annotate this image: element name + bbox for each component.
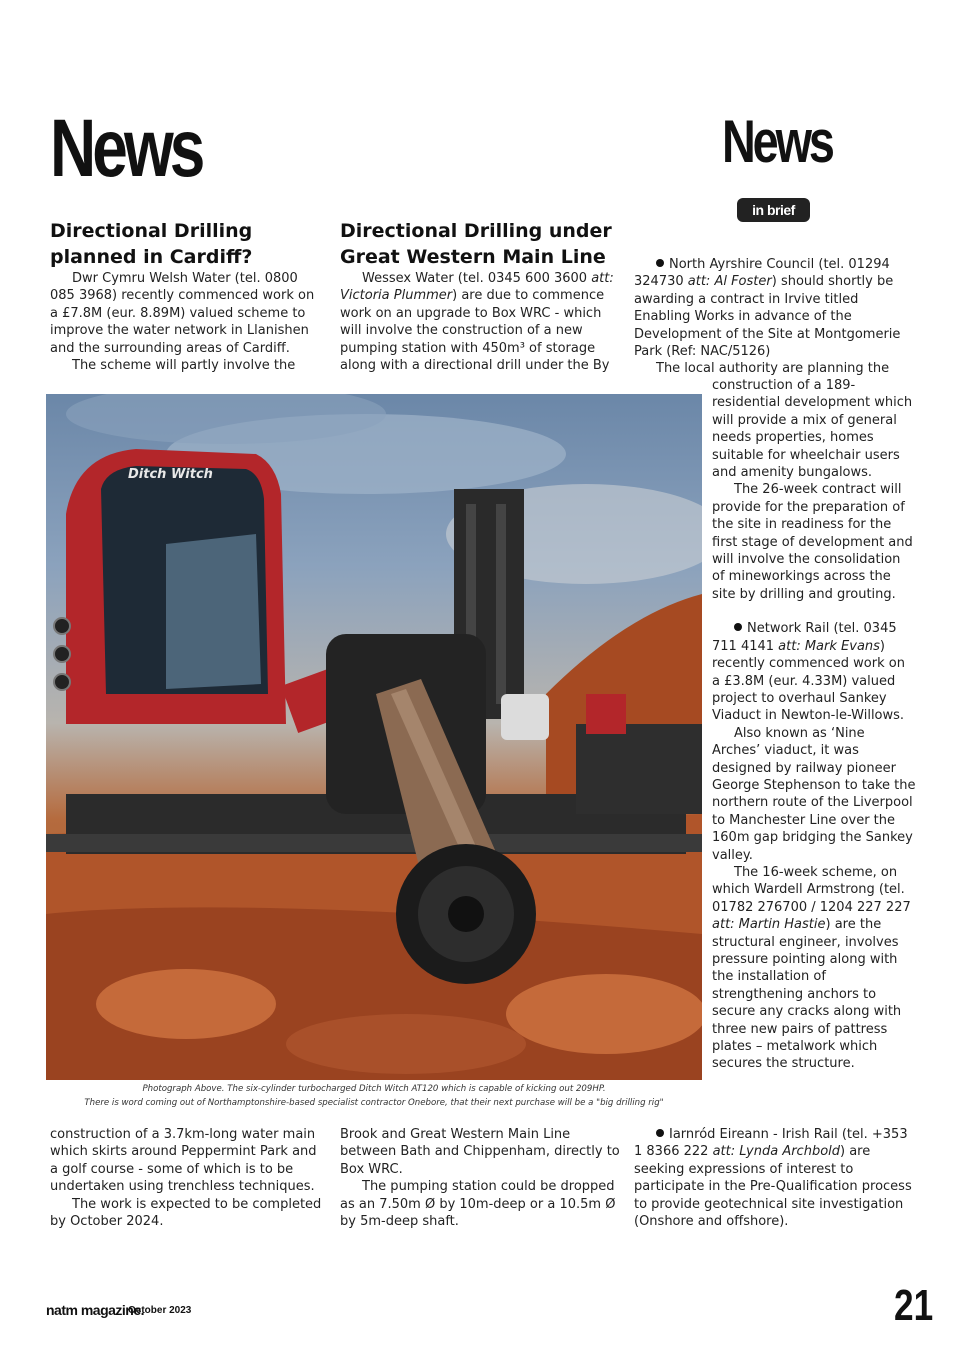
article-headline: Directional Drilling under Great Western Main Line <box>340 220 612 268</box>
page-number: 21 <box>894 1281 934 1330</box>
contact-name: att: Victoria Plummer <box>340 271 614 304</box>
section-title: News <box>50 103 202 194</box>
caption-line: There is word coming out of Northamptonshire-based specialist contractor Onebore, that their next purchase will be a "big drilling rig" <box>84 1098 664 1108</box>
text: The 16-week scheme, on which Wardell Armstrong (tel. 01782 276700 / 1204 227 227 <box>712 864 911 915</box>
paragraph: The 26-week contract will provide for the preparation of the site in readiness for the first stage of development and will involve the consolidation of mineworkings across the site by drilling and grouting. <box>712 482 913 602</box>
bullet-icon <box>656 259 664 267</box>
paragraph: construction of a 189-residential development which will provide a mix of general needs properties, homes suitable for wheelchair users and amenity bungalows. <box>712 378 913 481</box>
in-brief-badge: in brief <box>737 198 810 222</box>
issue-date: October 2023 <box>128 1305 192 1316</box>
paragraph <box>634 256 916 360</box>
bullet-icon <box>734 623 742 631</box>
article-body-top <box>340 270 620 374</box>
paragraph <box>712 864 916 1073</box>
article-body-top <box>50 270 320 374</box>
paragraph <box>634 1126 916 1230</box>
article-great-western-continued <box>340 1126 622 1230</box>
sidebar-section-title: News <box>722 108 832 175</box>
paragraph: Also known as ‘Nine Arches’ viaduct, it was designed by railway pioneer George Stephenson to take the northern route of the Liverpool to Manchester Line over the 160m gap bridging the Sankey valley. <box>712 725 916 863</box>
paragraph: The work is expected to be completed by October 2024. <box>50 1196 322 1230</box>
article-cardiff-continued <box>50 1126 322 1230</box>
paragraph: The scheme will partly involve the <box>72 358 296 374</box>
text: ) are the structural engineer, involves pressure pointing along with the installation of strengthening anchors to secure any cracks along with three new pairs of pattress plates – metalwork which secures the structure. <box>712 917 902 1072</box>
text: ) are seeking expressions of interest to participate in the Pre-Qualification process to provide geotechnical site investigation (Onshore and offshore). <box>634 1144 912 1230</box>
contact-name: att: Martin Hastie <box>712 917 826 933</box>
paragraph: The local authority are planning the <box>656 361 890 377</box>
text: Network Rail (tel. 0345 711 4141 <box>712 621 897 654</box>
paragraph: The pumping station could be dropped as an 7.50m Ø by 10m-deep or a 10.5m Ø by 5m-deep shaft. <box>340 1179 616 1230</box>
contact-name: att: Lynda Archbold <box>712 1144 841 1160</box>
cab-brand-label: Ditch Witch <box>128 467 213 482</box>
magazine-name: natm magazine. <box>46 1302 145 1318</box>
text: Wessex Water (tel. 0345 600 3600 <box>362 271 592 286</box>
contact-name: att: Mark Evans <box>778 638 880 654</box>
caption-line: Photograph Above. The six-cylinder turbocharged Ditch Witch AT120 which is capable of kicking out 209HP. <box>142 1084 606 1094</box>
text: Iarnród Eireann - Irish Rail (tel. +353 1 8366 222 <box>634 1127 908 1160</box>
in-brief-narrow-column <box>712 377 916 1073</box>
paragraph: Brook and Great Western Main Line between Bath and Chippenham, directly to Box WRC. <box>340 1127 620 1177</box>
in-brief-item-north-ayrshire <box>634 256 916 378</box>
paragraph: construction of a 3.7km-long water main which skirts around Peppermint Park and a golf course - some of which is to be undertaken using trenchless techniques. <box>50 1127 317 1195</box>
bullet-icon <box>656 1129 664 1137</box>
article-headline: Directional Drilling planned in Cardiff? <box>50 220 253 268</box>
paragraph: Dwr Cymru Welsh Water (tel. 0800 085 3968) recently commenced work on a £7.8M (eur. 8.89M) valued scheme to improve the water network in Llanishen and the surrounding areas of Cardiff. <box>50 271 315 356</box>
article-cardiff <box>50 218 320 374</box>
paragraph <box>712 620 916 724</box>
contact-name: att: Al Foster <box>687 274 772 290</box>
in-brief-item-irish-rail <box>634 1126 916 1230</box>
text: ) recently commenced work on a £3.8M (eur. 4.33M) valued project to overhaul Sankey Viaduct in Newton-le-Willows. <box>712 638 905 724</box>
text: ) should shortly be awarding a contract in Irvive titled Enabling Works in advance of the Development of the Site at Montgomerie Park (Ref: NAC/5126) <box>634 274 901 360</box>
article-great-western <box>340 218 620 374</box>
photo-caption <box>46 1082 702 1110</box>
text: ) are due to commence work on an upgrade to Box WRC - which will involve the construction of a new pumping station with 450m³ of storage along with a directional drill under the By <box>340 288 610 374</box>
text: North Ayrshire Council (tel. 01294 324730 <box>634 257 890 290</box>
drill-rig-illustration <box>46 394 702 1080</box>
drilling-rig-photo <box>46 394 702 1080</box>
paragraph <box>340 270 620 374</box>
